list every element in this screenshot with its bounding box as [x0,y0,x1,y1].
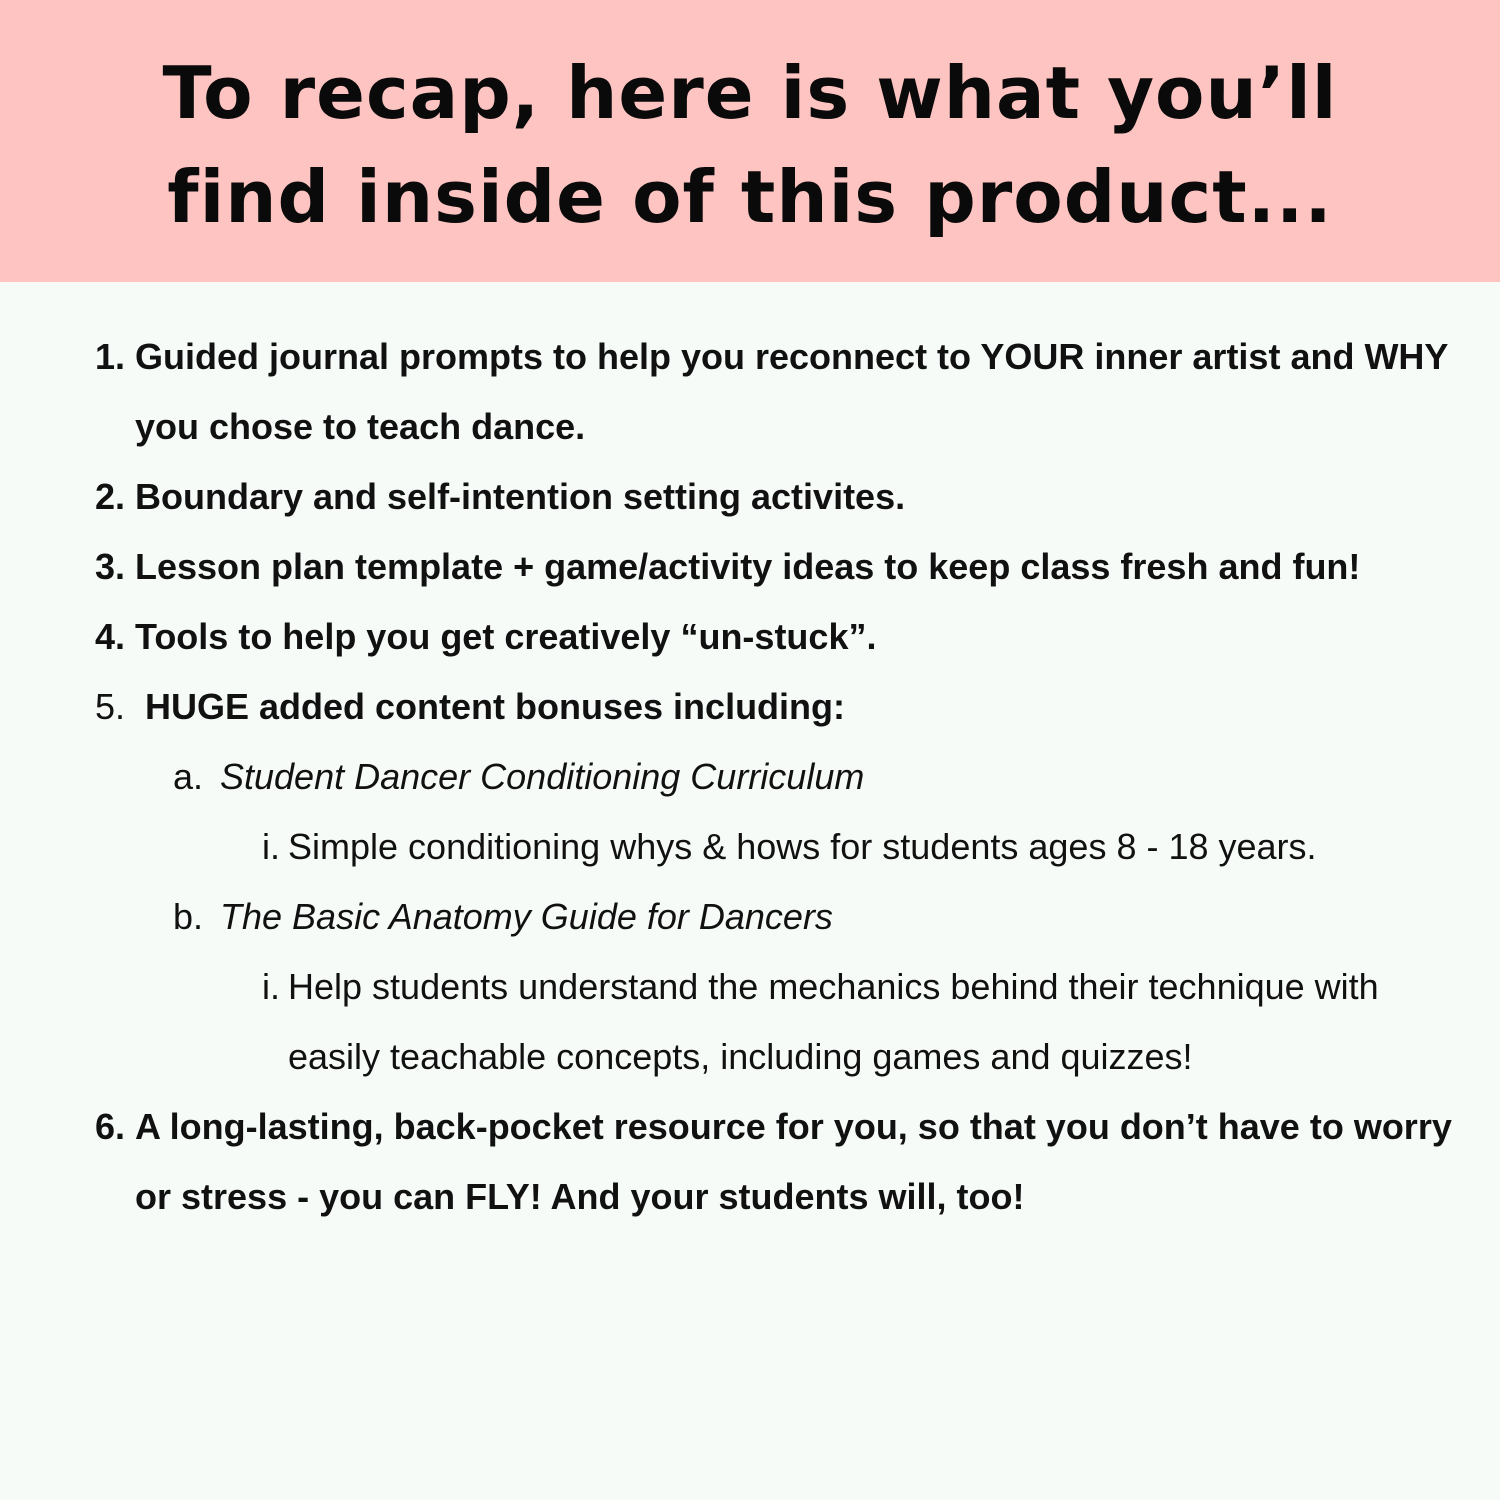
list-item-6 [95,1092,1475,1232]
list-item-text: HUGE added content bonuses including: [135,686,846,727]
list-number: 5. [95,686,126,727]
page-title-line-2: find inside of this product... [167,155,1333,239]
list-item-5 [95,672,1475,742]
list-number: 4. [95,616,126,657]
list-item-text: The Basic Anatomy Guide for Dancers [220,896,833,937]
page-title [163,33,1338,249]
header-banner [0,0,1500,282]
list-item-5b-i [95,952,1475,1092]
list-roman: i. [262,826,280,867]
list-item-text: Guided journal prompts to help you reconnect to YOUR inner artist and WHY you chose to teach dance. [135,336,1448,447]
list-number: 1. [95,336,126,377]
list-item-5a-i [95,812,1475,882]
list-roman: i. [262,966,280,1007]
list-item-4 [95,602,1475,672]
list-item-1 [95,322,1475,462]
list-item-text: A long-lasting, back-pocket resource for you, so that you don’t have to worry or stress - you can FLY! And your students will, too! [135,1106,1452,1217]
list-item-text: Student Dancer Conditioning Curriculum [220,756,865,797]
list-item-3 [95,532,1475,602]
list-item-text: Lesson plan template + game/activity ideas to keep class fresh and fun! [135,546,1361,587]
list-number: 2. [95,476,126,517]
list-item-text: Boundary and self-intention setting activites. [135,476,906,517]
list-letter: b. [173,896,204,937]
contents-list [95,322,1475,1232]
list-number: 6. [95,1106,126,1147]
list-number: 3. [95,546,126,587]
list-item-5a [95,742,1475,812]
list-item-text: Tools to help you get creatively “un-stuck”. [135,616,877,657]
list-item-2 [95,462,1475,532]
page-title-line-1: To recap, here is what you’ll [162,51,1338,135]
list-item-text: Simple conditioning whys & hows for students ages 8 - 18 years. [288,826,1317,867]
list-item-5b [95,882,1475,952]
list-letter: a. [173,756,204,797]
list-item-text: Help students understand the mechanics behind their technique with easily teachable concepts, including games and quizzes! [288,966,1379,1077]
